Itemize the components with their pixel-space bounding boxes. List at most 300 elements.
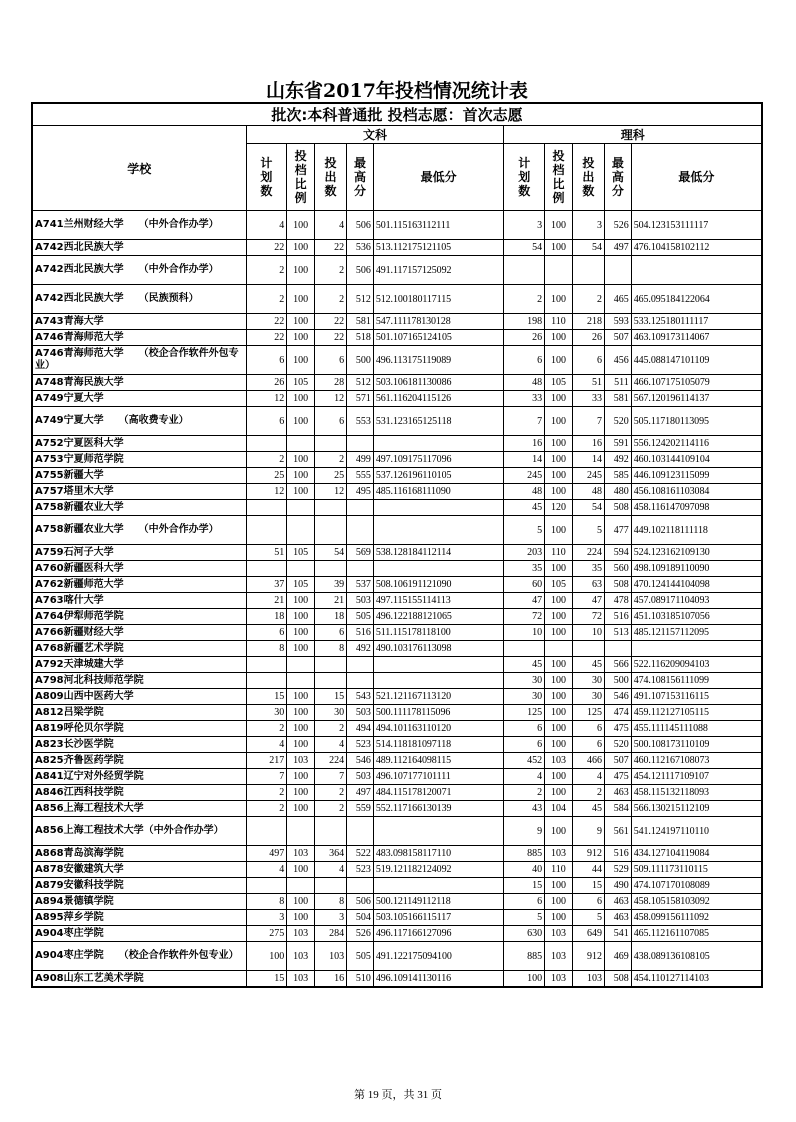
wenke-ratio-cell	[287, 673, 315, 689]
admission-table	[31, 102, 763, 988]
like-plan-cell: 125	[504, 705, 545, 721]
wenke-highest-cell: 492	[347, 641, 374, 657]
wenke-plan-cell: 15	[246, 971, 287, 988]
school-name: A742西北民族大学	[32, 240, 246, 256]
like-plan-cell: 6	[504, 894, 545, 910]
like-plan-cell: 48	[504, 375, 545, 391]
wenke-lowest-cell: 552.117166130139	[373, 801, 504, 817]
school-name: A757塔里木大学	[32, 484, 246, 500]
wenke-lowest-cell: 537.126196110105	[373, 468, 504, 484]
wenke-ratio-cell: 100	[287, 330, 315, 346]
school-name: A819呼伦贝尔学院	[32, 721, 246, 737]
wenke-plan-cell: 22	[246, 330, 287, 346]
like-admitted-cell: 3	[572, 211, 604, 240]
wenke-ratio-cell: 100	[287, 894, 315, 910]
like-ratio-cell: 120	[545, 500, 573, 516]
like-highest-cell: 474	[604, 705, 631, 721]
like-plan-cell: 16	[504, 436, 545, 452]
like-highest-cell: 566	[604, 657, 631, 673]
like-plan-cell: 43	[504, 801, 545, 817]
table-row	[32, 657, 762, 673]
like-plan-header	[504, 144, 545, 211]
like-plan-cell: 5	[504, 516, 545, 545]
like-admitted-cell: 14	[572, 452, 604, 468]
like-admitted-cell: 6	[572, 737, 604, 753]
wenke-lowest-cell: 490.103176113098	[373, 641, 504, 657]
table-row	[32, 452, 762, 468]
like-lowest-cell: 470.124144104098	[631, 577, 762, 593]
wenke-admitted-cell: 12	[315, 484, 347, 500]
like-ratio-cell: 100	[545, 737, 573, 753]
wenke-admitted-cell: 2	[315, 256, 347, 285]
wenke-ratio-cell: 100	[287, 721, 315, 737]
like-admitted-cell: 16	[572, 436, 604, 452]
like-plan-cell: 45	[504, 657, 545, 673]
like-highest-cell: 475	[604, 721, 631, 737]
like-ratio-cell: 100	[545, 705, 573, 721]
like-admitted-header	[572, 144, 604, 211]
table-row	[32, 211, 762, 240]
like-highest-cell: 507	[604, 330, 631, 346]
wenke-lowest-cell: 547.111178130128	[373, 314, 504, 330]
wenke-ratio-cell: 100	[287, 407, 315, 436]
table-row	[32, 971, 762, 988]
wenke-admitted-cell: 54	[315, 545, 347, 561]
wenke-ratio-cell: 100	[287, 705, 315, 721]
like-ratio-cell: 100	[545, 452, 573, 468]
table-row	[32, 330, 762, 346]
wenke-lowest-cell: 496.109141130116	[373, 971, 504, 988]
wenke-plan-cell: 100	[246, 942, 287, 971]
like-plan-cell: 7	[504, 407, 545, 436]
like-highest-cell: 490	[604, 878, 631, 894]
wenke-admitted-cell: 3	[315, 910, 347, 926]
table-row	[32, 673, 762, 689]
wenke-ratio-cell: 105	[287, 545, 315, 561]
like-ratio-header	[545, 144, 573, 211]
wenke-highest-cell: 536	[347, 240, 374, 256]
like-admitted-cell: 44	[572, 862, 604, 878]
wenke-highest-cell	[347, 657, 374, 673]
like-plan-cell: 885	[504, 846, 545, 862]
like-highest-cell: 500	[604, 673, 631, 689]
wenke-highest-header	[347, 144, 374, 211]
like-highest-cell: 507	[604, 753, 631, 769]
wenke-plan-cell: 2	[246, 256, 287, 285]
table-row	[32, 561, 762, 577]
like-lowest-cell: 505.117180113095	[631, 407, 762, 436]
wenke-lowest-cell: 514.118181097118	[373, 737, 504, 753]
like-plan-cell: 14	[504, 452, 545, 468]
school-name: A764伊犁师范学院	[32, 609, 246, 625]
like-ratio-cell: 100	[545, 721, 573, 737]
like-plan-cell: 198	[504, 314, 545, 330]
header-label: 最高分	[353, 156, 366, 198]
wenke-plan-cell: 18	[246, 609, 287, 625]
wenke-admitted-cell	[315, 500, 347, 516]
wenke-lowest-cell: 512.100180117115	[373, 285, 504, 314]
wenke-plan-cell: 2	[246, 785, 287, 801]
like-plan-cell	[504, 641, 545, 657]
wenke-ratio-cell: 100	[287, 641, 315, 657]
wenke-ratio-cell: 100	[287, 468, 315, 484]
like-lowest-cell: 465.095184122064	[631, 285, 762, 314]
like-highest-cell: 465	[604, 285, 631, 314]
like-ratio-cell: 100	[545, 689, 573, 705]
like-ratio-cell: 103	[545, 926, 573, 942]
like-admitted-cell: 45	[572, 657, 604, 673]
like-ratio-cell: 100	[545, 484, 573, 500]
header-label: 投档比例	[552, 149, 565, 205]
wenke-highest-cell: 571	[347, 391, 374, 407]
wenke-admitted-cell: 284	[315, 926, 347, 942]
like-highest-cell: 584	[604, 801, 631, 817]
like-admitted-cell: 30	[572, 673, 604, 689]
wenke-lowest-cell	[373, 878, 504, 894]
like-admitted-cell: 7	[572, 407, 604, 436]
table-row	[32, 484, 762, 500]
wenke-plan-cell: 8	[246, 641, 287, 657]
school-name: A746青海师范大学	[32, 330, 246, 346]
wenke-lowest-cell: 503.105166115117	[373, 910, 504, 926]
like-plan-cell	[504, 256, 545, 285]
like-lowest-cell: 454.121117109107	[631, 769, 762, 785]
table-row	[32, 721, 762, 737]
wenke-lowest-cell: 496.107177101111	[373, 769, 504, 785]
like-ratio-cell: 103	[545, 942, 573, 971]
like-admitted-cell: 4	[572, 769, 604, 785]
table-row	[32, 737, 762, 753]
school-name: A812吕梁学院	[32, 705, 246, 721]
like-admitted-cell: 224	[572, 545, 604, 561]
wenke-ratio-cell: 105	[287, 375, 315, 391]
like-ratio-cell: 100	[545, 391, 573, 407]
table-row	[32, 436, 762, 452]
wenke-lowest-cell	[373, 436, 504, 452]
wenke-lowest-cell	[373, 673, 504, 689]
wenke-admitted-cell: 364	[315, 846, 347, 862]
table-row	[32, 910, 762, 926]
like-header: 理科	[504, 126, 762, 144]
wenke-admitted-cell: 8	[315, 641, 347, 657]
like-admitted-cell: 15	[572, 878, 604, 894]
table-row	[32, 407, 762, 436]
like-admitted-cell: 6	[572, 346, 604, 375]
wenke-admitted-cell: 103	[315, 942, 347, 971]
wenke-plan-cell	[246, 561, 287, 577]
like-ratio-cell: 103	[545, 846, 573, 862]
like-admitted-cell: 912	[572, 942, 604, 971]
wenke-plan-cell: 25	[246, 468, 287, 484]
school-name: A904枣庄学院 （校企合作软件外包专业）	[32, 942, 246, 971]
wenke-highest-cell: 512	[347, 375, 374, 391]
like-plan-cell: 15	[504, 878, 545, 894]
like-admitted-cell: 54	[572, 240, 604, 256]
wenke-ratio-cell: 100	[287, 801, 315, 817]
wenke-admitted-cell: 15	[315, 689, 347, 705]
school-name: A768新疆艺术学院	[32, 641, 246, 657]
wenke-admitted-cell	[315, 673, 347, 689]
school-name: A749宁夏大学 （高收费专业）	[32, 407, 246, 436]
like-plan-cell: 9	[504, 817, 545, 846]
wenke-ratio-cell: 100	[287, 689, 315, 705]
wenke-admitted-header	[315, 144, 347, 211]
wenke-plan-cell: 7	[246, 769, 287, 785]
wenke-plan-cell: 497	[246, 846, 287, 862]
like-highest-cell: 581	[604, 391, 631, 407]
wenke-lowest-cell	[373, 561, 504, 577]
wenke-admitted-cell	[315, 878, 347, 894]
wenke-admitted-cell	[315, 561, 347, 577]
school-name: A766新疆财经大学	[32, 625, 246, 641]
school-name: A758新疆农业大学	[32, 500, 246, 516]
wenke-highest-cell	[347, 516, 374, 545]
wenke-ratio-cell	[287, 561, 315, 577]
like-lowest-cell: 533.125180111117	[631, 314, 762, 330]
wenke-ratio-cell	[287, 817, 315, 846]
like-highest-cell: 516	[604, 846, 631, 862]
like-plan-cell: 630	[504, 926, 545, 942]
wenke-highest-cell: 559	[347, 801, 374, 817]
like-admitted-cell	[572, 256, 604, 285]
like-lowest-cell: 522.116209094103	[631, 657, 762, 673]
like-admitted-cell: 54	[572, 500, 604, 516]
wenke-highest-cell: 523	[347, 862, 374, 878]
like-admitted-cell	[572, 641, 604, 657]
wenke-lowest-cell: 497.109175117096	[373, 452, 504, 468]
wenke-highest-cell: 526	[347, 926, 374, 942]
table-row	[32, 577, 762, 593]
like-plan-cell: 100	[504, 971, 545, 988]
like-lowest-cell: 491.107153116115	[631, 689, 762, 705]
like-highest-cell: 513	[604, 625, 631, 641]
wenke-admitted-cell: 2	[315, 801, 347, 817]
wenke-plan-cell: 26	[246, 375, 287, 391]
table-row	[32, 516, 762, 545]
wenke-lowest-cell: 538.128184112114	[373, 545, 504, 561]
like-admitted-cell: 125	[572, 705, 604, 721]
wenke-ratio-cell: 100	[287, 862, 315, 878]
like-ratio-cell: 105	[545, 577, 573, 593]
school-name: A798河北科技师范学院	[32, 673, 246, 689]
wenke-ratio-cell: 103	[287, 971, 315, 988]
wenke-admitted-cell: 2	[315, 721, 347, 737]
like-lowest-cell	[631, 256, 762, 285]
like-ratio-cell	[545, 641, 573, 657]
like-plan-cell: 60	[504, 577, 545, 593]
like-highest-cell: 591	[604, 436, 631, 452]
like-lowest-cell: 509.111173110115	[631, 862, 762, 878]
wenke-admitted-cell: 8	[315, 894, 347, 910]
like-ratio-cell: 100	[545, 894, 573, 910]
wenke-ratio-cell: 100	[287, 211, 315, 240]
wenke-highest-cell: 503	[347, 593, 374, 609]
like-highest-cell: 456	[604, 346, 631, 375]
like-lowest-cell: 446.109123115099	[631, 468, 762, 484]
wenke-admitted-cell: 4	[315, 862, 347, 878]
header-label: 最高分	[611, 156, 624, 198]
like-admitted-cell: 45	[572, 801, 604, 817]
like-plan-cell: 26	[504, 330, 545, 346]
wenke-plan-cell: 21	[246, 593, 287, 609]
wenke-lowest-cell	[373, 657, 504, 673]
wenke-highest-cell: 506	[347, 256, 374, 285]
like-plan-cell: 40	[504, 862, 545, 878]
school-name: A856上海工程技术大学	[32, 801, 246, 817]
wenke-ratio-cell: 100	[287, 785, 315, 801]
like-admitted-cell: 72	[572, 609, 604, 625]
like-plan-cell: 2	[504, 785, 545, 801]
like-lowest-cell: 458.116147097098	[631, 500, 762, 516]
wenke-ratio-cell: 100	[287, 910, 315, 926]
like-ratio-cell: 100	[545, 436, 573, 452]
wenke-plan-cell	[246, 673, 287, 689]
like-lowest-cell: 466.107175105079	[631, 375, 762, 391]
wenke-admitted-cell: 4	[315, 211, 347, 240]
wenke-highest-cell	[347, 500, 374, 516]
like-ratio-cell: 100	[545, 240, 573, 256]
like-lowest-cell: 465.112161107085	[631, 926, 762, 942]
like-admitted-cell: 63	[572, 577, 604, 593]
like-lowest-cell: 458.115132118093	[631, 785, 762, 801]
like-ratio-cell: 100	[545, 657, 573, 673]
like-lowest-cell: 459.112127105115	[631, 705, 762, 721]
wenke-highest-cell: 505	[347, 942, 374, 971]
wenke-plan-cell: 2	[246, 285, 287, 314]
like-plan-cell: 452	[504, 753, 545, 769]
wenke-admitted-cell: 12	[315, 391, 347, 407]
wenke-ratio-cell: 100	[287, 452, 315, 468]
wenke-highest-cell: 510	[347, 971, 374, 988]
table-row	[32, 862, 762, 878]
wenke-highest-cell: 518	[347, 330, 374, 346]
like-lowest-cell: 449.102118111118	[631, 516, 762, 545]
wenke-highest-cell	[347, 817, 374, 846]
wenke-admitted-cell: 30	[315, 705, 347, 721]
wenke-plan-cell: 275	[246, 926, 287, 942]
wenke-plan-cell: 6	[246, 407, 287, 436]
wenke-highest-cell: 555	[347, 468, 374, 484]
wenke-admitted-cell: 6	[315, 625, 347, 641]
wenke-plan-cell: 6	[246, 625, 287, 641]
wenke-header: 文科	[246, 126, 504, 144]
wenke-highest-cell: 537	[347, 577, 374, 593]
school-name: A856上海工程技术大学（中外合作办学）	[32, 817, 246, 846]
school-name: A749宁夏大学	[32, 391, 246, 407]
wenke-ratio-header	[287, 144, 315, 211]
like-admitted-cell: 48	[572, 484, 604, 500]
wenke-highest-cell: 497	[347, 785, 374, 801]
like-plan-cell: 2	[504, 285, 545, 314]
like-admitted-cell: 5	[572, 910, 604, 926]
table-row	[32, 240, 762, 256]
wenke-admitted-cell: 4	[315, 737, 347, 753]
wenke-plan-cell: 3	[246, 910, 287, 926]
like-plan-cell: 30	[504, 689, 545, 705]
wenke-ratio-cell: 100	[287, 256, 315, 285]
wenke-highest-cell: 581	[347, 314, 374, 330]
like-highest-cell: 520	[604, 407, 631, 436]
like-admitted-cell: 33	[572, 391, 604, 407]
wenke-highest-cell: 546	[347, 753, 374, 769]
like-admitted-cell: 30	[572, 689, 604, 705]
like-admitted-cell: 9	[572, 817, 604, 846]
like-admitted-cell: 5	[572, 516, 604, 545]
wenke-lowest-cell: 496.113175119089	[373, 346, 504, 375]
wenke-plan-cell: 15	[246, 689, 287, 705]
like-highest-cell: 526	[604, 211, 631, 240]
wenke-ratio-cell: 100	[287, 314, 315, 330]
like-ratio-cell: 100	[545, 910, 573, 926]
wenke-ratio-cell: 100	[287, 737, 315, 753]
wenke-admitted-cell: 22	[315, 314, 347, 330]
like-admitted-cell: 466	[572, 753, 604, 769]
like-ratio-cell: 110	[545, 545, 573, 561]
like-lowest-cell: 438.089136108105	[631, 942, 762, 971]
school-name: A762新疆师范大学	[32, 577, 246, 593]
wenke-lowest-cell: 501.107165124105	[373, 330, 504, 346]
table-row	[32, 593, 762, 609]
school-name: A755新疆大学	[32, 468, 246, 484]
like-highest-cell: 463	[604, 785, 631, 801]
wenke-admitted-cell: 224	[315, 753, 347, 769]
school-name: A895萍乡学院	[32, 910, 246, 926]
like-ratio-cell: 100	[545, 673, 573, 689]
wenke-plan-cell: 2	[246, 452, 287, 468]
school-name: A894景德镇学院	[32, 894, 246, 910]
header-label: 投出数	[324, 156, 337, 198]
school-name: A868青岛滨海学院	[32, 846, 246, 862]
table-row	[32, 705, 762, 721]
like-plan-cell: 245	[504, 468, 545, 484]
wenke-lowest-cell: 511.115178118100	[373, 625, 504, 641]
like-lowest-cell: 474.108156111099	[631, 673, 762, 689]
like-highest-cell: 561	[604, 817, 631, 846]
wenke-ratio-cell	[287, 500, 315, 516]
like-lowest-cell: 541.124197110110	[631, 817, 762, 846]
wenke-admitted-cell: 2	[315, 285, 347, 314]
like-ratio-cell: 100	[545, 817, 573, 846]
wenke-lowest-cell: 500.111178115096	[373, 705, 504, 721]
wenke-highest-cell: 505	[347, 609, 374, 625]
wenke-highest-cell: 503	[347, 769, 374, 785]
school-name: A758新疆农业大学 （中外合作办学）	[32, 516, 246, 545]
wenke-admitted-cell: 2	[315, 452, 347, 468]
page-title: 山东省2017年投档情况统计表	[266, 80, 528, 102]
table-row	[32, 926, 762, 942]
table-row	[32, 468, 762, 484]
like-lowest-cell: 454.110127114103	[631, 971, 762, 988]
like-highest-cell: 541	[604, 926, 631, 942]
like-ratio-cell: 105	[545, 375, 573, 391]
like-highest-cell: 463	[604, 910, 631, 926]
like-admitted-cell: 218	[572, 314, 604, 330]
wenke-admitted-cell	[315, 657, 347, 673]
like-lowest-cell: 567.120196114137	[631, 391, 762, 407]
like-plan-cell: 885	[504, 942, 545, 971]
table-row	[32, 314, 762, 330]
like-lowest-cell: 476.104158102112	[631, 240, 762, 256]
wenke-plan-cell	[246, 878, 287, 894]
wenke-plan-cell: 4	[246, 862, 287, 878]
table-row	[32, 817, 762, 846]
like-ratio-cell: 100	[545, 516, 573, 545]
school-name: A759石河子大学	[32, 545, 246, 561]
like-admitted-cell: 51	[572, 375, 604, 391]
wenke-ratio-cell	[287, 516, 315, 545]
wenke-plan-cell: 22	[246, 240, 287, 256]
school-name: A809山西中医药大学	[32, 689, 246, 705]
